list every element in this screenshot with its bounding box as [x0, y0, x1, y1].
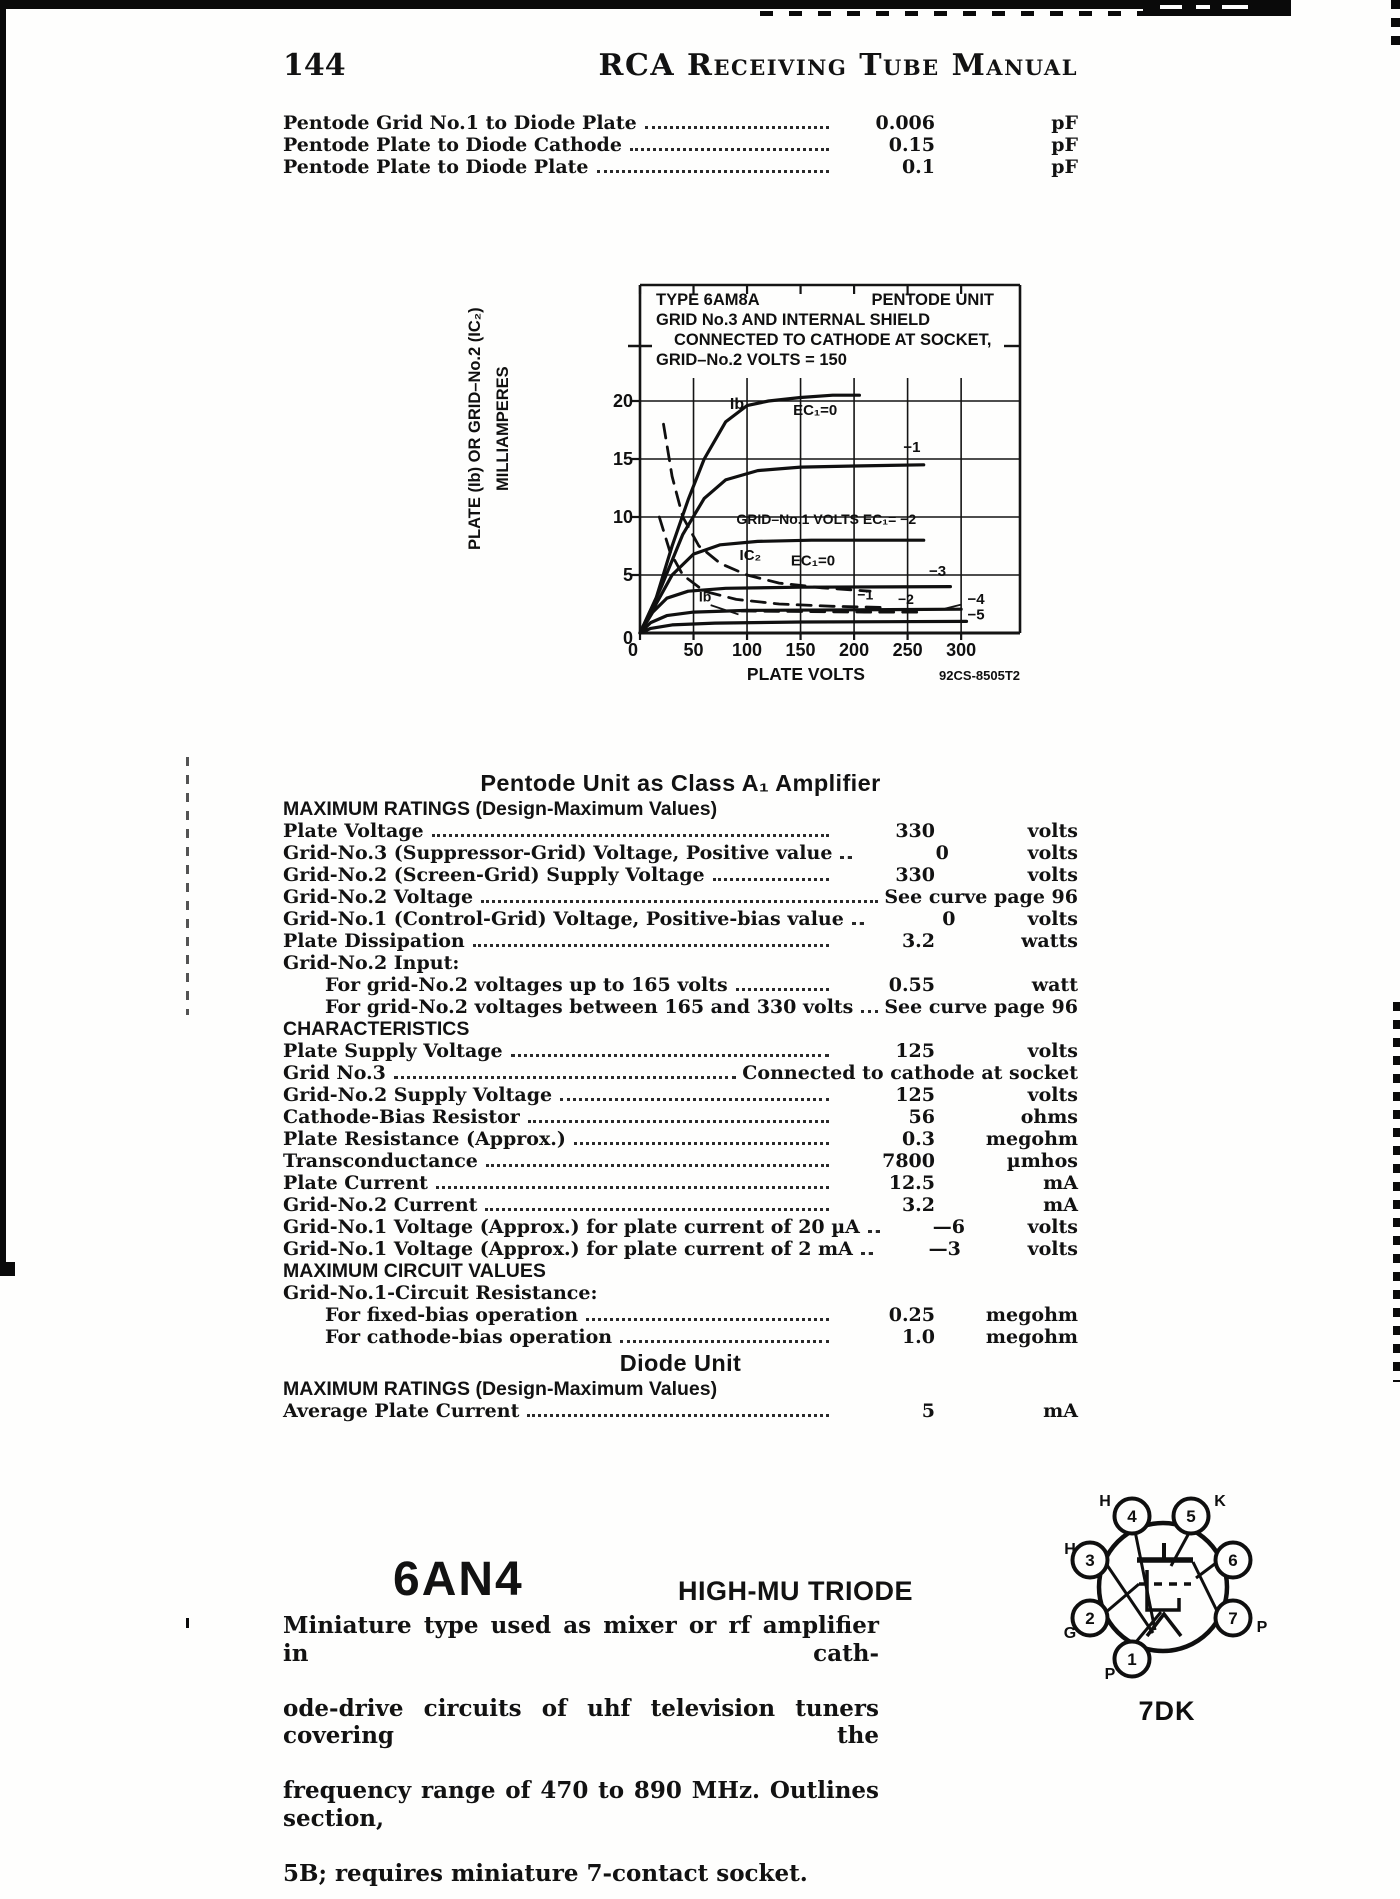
chart-curve-label: −5 [967, 606, 985, 624]
spec-row [283, 1326, 1078, 1348]
row-value: 12.5 [888, 1172, 935, 1194]
row-label: Grid-No.2 (Screen-Grid) Supply Voltage [283, 864, 705, 886]
row-label: Grid No.3 [283, 1062, 386, 1084]
row-value: 0 [942, 908, 956, 930]
row-unit: megohm [985, 1326, 1078, 1348]
dotted-leader [485, 1208, 829, 1211]
chart-y-tick-label: 15 [612, 449, 633, 469]
row-label: Transconductance [283, 1150, 478, 1172]
spec-row [283, 1282, 1078, 1304]
dotted-leader [560, 1098, 829, 1101]
dotted-leader [840, 856, 852, 859]
chart-curve-label: −4 [967, 591, 985, 608]
row-unit: watts [1021, 930, 1078, 952]
dotted-leader [473, 944, 829, 947]
row-value: 330 [895, 864, 935, 886]
row-value: —6 [932, 1216, 965, 1238]
scan-artifact-top-bar [0, 0, 1143, 9]
spec-row [283, 908, 1078, 930]
dotted-leader [436, 1186, 829, 1189]
tube-description-line: ode-drive circuits of uhf television tuners covering the [283, 1694, 879, 1749]
chart-type-label: TYPE 6AM8A [656, 291, 760, 309]
chart-curve-label: EC₁=0 [793, 401, 838, 419]
row-value: 0.1 [901, 156, 935, 178]
row-unit: mA [1043, 1400, 1078, 1422]
row-unit: pF [1051, 156, 1078, 178]
row-label: Grid-No.1 Voltage (Approx.) for plate current of 2 mA [283, 1238, 853, 1260]
cathode-element [1147, 1570, 1179, 1610]
chart-curve-label: EC₁=0 [790, 552, 836, 570]
spec-row [283, 952, 1078, 974]
socket-basing-diagram-7dk [1063, 1470, 1275, 1732]
dotted-leader [645, 126, 829, 129]
dotted-leader [511, 1054, 829, 1057]
page-number: 144 [283, 48, 346, 83]
spec-row [283, 1150, 1078, 1172]
row-label: Average Plate Current [283, 1400, 520, 1422]
row-unit: volts [1027, 842, 1078, 864]
spec-row [283, 930, 1078, 952]
chart-x-tick-label: 0 [627, 640, 639, 660]
dotted-leader [713, 878, 829, 881]
tube-description-line: 5B; requires miniature 7-contact socket. [283, 1859, 808, 1887]
row-unit: ohms [1020, 1106, 1078, 1128]
row-label: Cathode-Bias Resistor [283, 1106, 520, 1128]
row-unit: volts [1027, 1216, 1078, 1238]
dotted-leader [574, 1142, 829, 1145]
row-label: For grid-No.2 voltages up to 165 volts [325, 974, 728, 996]
spec-row [283, 1400, 1078, 1422]
row-label: For fixed-bias operation [325, 1304, 579, 1326]
chart-y-axis-label: MILLIAMPERES [494, 366, 512, 492]
spec-row [283, 1172, 1078, 1194]
subsection-heading-note: (Design-Maximum Values) [470, 798, 718, 820]
chart-y-tick-label: 20 [612, 391, 633, 411]
spec-row [283, 112, 1078, 134]
chart-canvas [600, 282, 1024, 690]
row-value: 5 [921, 1400, 935, 1422]
row-value: 0.25 [888, 1304, 935, 1326]
subsection-heading [283, 1018, 1078, 1040]
row-label: Plate Dissipation [283, 930, 465, 952]
row-value: 0.15 [888, 134, 935, 156]
subsection-heading-bold: MAXIMUM RATINGS [283, 798, 471, 820]
row-value: See curve page 96 [884, 886, 1078, 908]
row-unit: watt [1031, 974, 1078, 996]
chart-x-tick-label: 200 [839, 640, 870, 660]
pin-function-label-1: P [1104, 1666, 1116, 1683]
chart-x-axis-label: PLATE VOLTS [746, 664, 865, 684]
chart-curve-label: Ib [729, 396, 745, 414]
spec-row [283, 1062, 1078, 1084]
row-label: Grid-No.1-Circuit Resistance: [283, 1282, 598, 1304]
pin-connector-line [1196, 1563, 1216, 1578]
subsection-heading [283, 1378, 1078, 1400]
pin-number-4: 4 [1127, 1507, 1137, 1526]
dotted-leader [597, 170, 829, 173]
chart-curve-label: GRID–No.1 VOLTS EC₁= −2 [736, 510, 917, 527]
chart-x-tick-label: 300 [946, 640, 977, 660]
subsection-heading-bold: CHARACTERISTICS [283, 1018, 470, 1040]
row-unit: mA [1043, 1172, 1078, 1194]
chart-curve-label: IC₂ [739, 546, 762, 564]
pin-number-1: 1 [1127, 1650, 1137, 1669]
row-unit: volts [1027, 1238, 1078, 1260]
row-value: 1.0 [901, 1326, 935, 1348]
tube-envelope-circle [1099, 1523, 1227, 1651]
row-value: 125 [895, 1084, 935, 1106]
row-label: Pentode Grid No.1 to Diode Plate [283, 112, 637, 134]
row-value: 3.2 [901, 1194, 935, 1216]
row-value: Connected to cathode at socket [742, 1062, 1078, 1084]
row-label: Pentode Plate to Diode Plate [283, 156, 589, 178]
row-label: Grid-No.2 Voltage [283, 886, 474, 908]
subsection-heading-bold: MAXIMUM RATINGS [283, 1378, 471, 1400]
chart-x-tick-label: 50 [683, 640, 704, 660]
dotted-leader [527, 1414, 829, 1417]
spec-row [283, 886, 1078, 908]
row-label: For cathode-bias operation [325, 1326, 613, 1348]
row-unit: megohm [985, 1128, 1078, 1150]
chart-condition-line: GRID No.3 AND INTERNAL SHIELD [656, 311, 931, 329]
row-label: Pentode Plate to Diode Cathode [283, 134, 622, 156]
chart-y-tick-label: 10 [612, 507, 633, 527]
row-value: 0.006 [875, 112, 935, 134]
chart-condition-line: CONNECTED TO CATHODE AT SOCKET, [674, 331, 992, 349]
socket-code-label: 7DK [1138, 1696, 1196, 1726]
row-label: Grid-No.1 (Control-Grid) Voltage, Positive-bias value [283, 908, 844, 930]
spec-row [283, 1216, 1078, 1238]
row-label: Plate Resistance (Approx.) [283, 1128, 566, 1150]
chart-origin-label: 0 [622, 628, 633, 648]
row-value: 330 [895, 820, 935, 842]
subsection-heading-bold: MAXIMUM CIRCUIT VALUES [283, 1260, 546, 1282]
socket-diagram-canvas [1063, 1470, 1275, 1732]
dotted-leader [736, 988, 829, 991]
spec-row [283, 974, 1078, 996]
section-heading: Diode Unit [619, 1350, 742, 1376]
subsection-heading [283, 798, 1078, 820]
row-label: Plate Current [283, 1172, 428, 1194]
row-unit: volts [1027, 820, 1078, 842]
row-value: 7800 [882, 1150, 935, 1172]
row-unit: volts [1027, 1040, 1078, 1062]
spec-sections [283, 768, 1078, 1422]
row-label: Plate Supply Voltage [283, 1040, 503, 1062]
row-label: Grid-No.3 (Suppressor-Grid) Voltage, Positive value [283, 842, 833, 864]
row-value: See curve page 96 [884, 996, 1078, 1018]
scan-artifact-corner-dots [1391, 0, 1400, 54]
chart-curve-label: Ib [698, 588, 712, 605]
row-label: For grid-No.2 voltages between 165 and 330 volts [325, 996, 854, 1018]
dotted-leader [620, 1340, 829, 1343]
row-label: Plate Voltage [283, 820, 424, 842]
tube-description-line: Miniature type used as mixer or rf amplifier in cath- [283, 1612, 879, 1667]
plate-characteristics-chart [600, 282, 1024, 690]
row-unit: pF [1051, 134, 1078, 156]
pin-number-5: 5 [1186, 1507, 1196, 1526]
row-unit: volts [1027, 1084, 1078, 1106]
row-label: Grid-No.1 Voltage (Approx.) for plate current of 20 µA [283, 1216, 860, 1238]
row-value: 0.55 [888, 974, 935, 996]
scan-artifact-white-dash [1160, 5, 1182, 9]
scan-artifact-speck [186, 1618, 189, 1628]
dotted-leader [394, 1076, 736, 1079]
dotted-leader [868, 1230, 880, 1233]
chart-curve-ib-ec1-5 [640, 621, 967, 633]
dotted-leader [852, 922, 864, 925]
dotted-leader [528, 1120, 829, 1123]
row-unit: pF [1051, 112, 1078, 134]
chart-curve-ic2-ec1-0 [664, 424, 871, 591]
spec-row [283, 820, 1078, 842]
manual-title: RCA Receiving Tube Manual [598, 48, 1078, 83]
scan-artifact-left-rule [0, 8, 6, 1268]
dotted-leader [432, 834, 829, 837]
tube-type-title: HIGH-MU TRIODE [678, 1576, 913, 1606]
scan-artifact-white-dash [1222, 5, 1248, 9]
spec-row [283, 1238, 1078, 1260]
row-value: 56 [908, 1106, 935, 1128]
scan-artifact-left-rule-nub [0, 1262, 15, 1276]
spec-row [283, 842, 1078, 864]
subsection-heading [283, 1260, 1078, 1282]
page-header [283, 48, 1078, 83]
scan-artifact-white-dash [1196, 5, 1210, 9]
tube-description-line: frequency range of 470 to 890 MHz. Outlines section, [283, 1777, 879, 1832]
spec-row [283, 1128, 1078, 1150]
chart-watermark: 92CS-8505T2 [939, 668, 1020, 683]
row-label: Grid-No.2 Input: [283, 952, 460, 974]
chart-y-tick-label: 5 [622, 565, 633, 585]
spec-row [283, 1194, 1078, 1216]
row-unit: volts [1027, 908, 1078, 930]
dotted-leader [861, 1252, 873, 1255]
row-unit: mA [1043, 1194, 1078, 1216]
row-value: 125 [895, 1040, 935, 1062]
tube-type-number: 6AN4 [393, 1553, 524, 1606]
row-value: 3.2 [901, 930, 935, 952]
spec-row [283, 156, 1078, 178]
row-label: Grid-No.2 Current [283, 1194, 478, 1216]
scan-artifact-margin-ticks [186, 757, 189, 1015]
scan-artifact-right-dashes [1393, 1002, 1400, 1382]
pin-function-label-3: H [1064, 1541, 1076, 1558]
spec-row [283, 134, 1078, 156]
spec-row [283, 996, 1078, 1018]
spec-row [283, 1304, 1078, 1326]
chart-y-axis-label: PLATE (Ib) OR GRID–No.2 (IC₂) [466, 307, 484, 551]
chart-curve-label: −2 [897, 591, 914, 607]
spec-row [283, 1084, 1078, 1106]
chart-curve-label: −1 [857, 586, 874, 603]
dotted-leader [630, 148, 829, 151]
pin-number-3: 3 [1085, 1551, 1095, 1570]
chart-condition-line: GRID–No.2 VOLTS = 150 [656, 351, 847, 369]
section-heading: Pentode Unit as Class A₁ Amplifier [480, 770, 881, 796]
chart-x-tick-label: 100 [732, 640, 763, 660]
capacitance-table [283, 112, 1078, 178]
row-value: 0.3 [901, 1128, 935, 1150]
chart-x-tick-label: 150 [785, 640, 816, 660]
tube-description [283, 1612, 879, 1887]
pin-function-label-4: H [1099, 1493, 1111, 1510]
pin-function-label-5: K [1214, 1493, 1226, 1510]
chart-curve-label: −3 [929, 563, 947, 581]
row-unit: volts [1027, 864, 1078, 886]
subsection-heading-note: (Design-Maximum Values) [470, 1378, 718, 1400]
row-label: Grid-No.2 Supply Voltage [283, 1084, 553, 1106]
row-value: —3 [928, 1238, 961, 1260]
row-unit: µmhos [1006, 1150, 1078, 1172]
pin-connector-line [1135, 1531, 1155, 1630]
pin-number-2: 2 [1085, 1609, 1095, 1628]
chart-unit-label: PENTODE UNIT [871, 291, 994, 309]
row-value: 0 [935, 842, 949, 864]
dotted-leader [486, 1164, 829, 1167]
spec-row [283, 1106, 1078, 1128]
pin-number-6: 6 [1228, 1551, 1238, 1570]
dotted-leader [861, 1010, 878, 1013]
chart-x-tick-label: 250 [892, 640, 923, 660]
spec-row [283, 1040, 1078, 1062]
row-unit: megohm [985, 1304, 1078, 1326]
pin-function-label-7: P [1256, 1619, 1268, 1636]
chart-curve-label: −1 [903, 439, 921, 457]
pin-number-7: 7 [1228, 1609, 1238, 1628]
pin-connector-line [1193, 1562, 1217, 1611]
spec-row [283, 864, 1078, 886]
dotted-leader [481, 900, 878, 903]
pin-function-label-2: G [1063, 1625, 1077, 1642]
dotted-leader [586, 1318, 829, 1321]
